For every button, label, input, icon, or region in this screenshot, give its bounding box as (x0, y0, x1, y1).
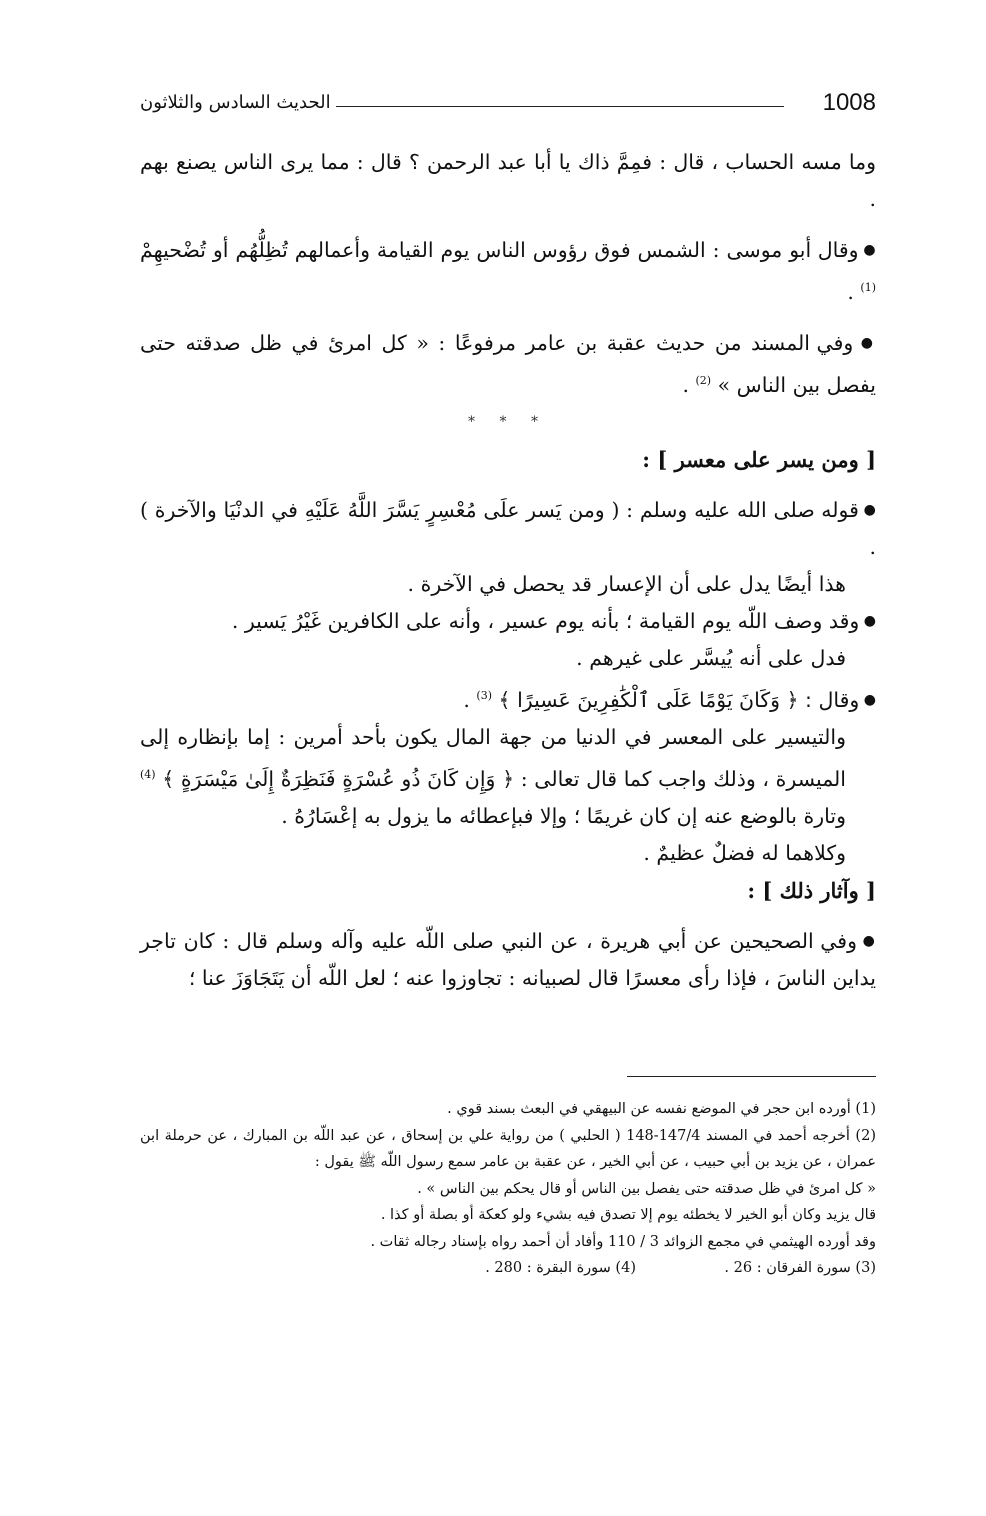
body-text (140, 144, 876, 997)
paragraph: وكلاهما له فضلٌ عظيمٌ . (643, 841, 846, 865)
page-number: 1008 (822, 89, 876, 116)
paragraph: ● وقد وصف اللّه يوم القيامة ؛ بأنه يوم عسير ، وأنه على الكافرين غَيْرُ يَسير . (140, 603, 876, 640)
section-separator: * * * (468, 414, 548, 430)
paragraph: فدل على أنه يُيسَّر على غيرهم . (576, 646, 846, 670)
paragraph: ● وقال : ﴿ وَكَانَ يَوْمًا عَلَى ٱلْكَٰفِرِينَ عَسِيرًا ﴾ $^{(3)}$ . (140, 677, 876, 719)
footnote-ref: (1) (860, 281, 876, 294)
paragraph: هذا أيضًا يدل على أن الإعسار قد يحصل في الآخرة . (407, 572, 846, 596)
footnotes (140, 1096, 876, 1282)
footnote-ref: (2) (695, 374, 712, 387)
section-heading: [ ومن يسر على معسر ] : (642, 447, 876, 472)
paragraph: ● وفي الصحيحين عن أبي هريرة ، عن النبي صلى اللّه عليه وآله وسلم قال : كان تاجر يداين الناسَ ، فإذا رأى معسرًا قال لصبيانه : تجاوزوا عنه ؛ لعل اللّه أن يَتَجَاوَزَ عنا ؛ (140, 923, 876, 997)
paragraph: والتيسير على المعسر في الدنيا من جهة المال يكون بأحد أمرين : إما بإنظاره إلى الميسرة ، وذلك واجب كما قال تعالى : ﴿ وَإِن كَانَ ذُو عُسْرَةٍ فَنَظِرَةٌ إِلَىٰ مَيْسَرَةٍ ﴾ $^{(4)}$ وتارة بالوضع عنه إن كان غريمًا ؛ وإلا فبإعطائه ما يزول به إعْسَارُهُ . (140, 725, 846, 828)
footnote: (4) سورة البقرة : 280 . (485, 1260, 636, 1276)
footnote-ref: (4) (140, 768, 156, 781)
paragraph: ● وقال أبو موسى : الشمس فوق رؤوس الناس يوم القيامة وأعمالهم تُظِلُّهُم أو تُضْحيهِمْ $^{(1)}$ . (140, 232, 876, 311)
paragraph: ● وفي المسند من حديث عقبة بن عامر مرفوعًا : « كل امرئ في ظل صدقته حتى يفصل بين الناس » $^{(2)}$ . (140, 325, 876, 404)
footnote-continued: « كل امرئ في ظل صدقته حتى يفصل بين الناس أو قال يحكم بين الناس » . (417, 1180, 876, 1197)
footnote-continued: قال يزيد وكان أبو الخير لا يخطئه يوم إلا تصدق فيه بشيء ولو كعكة أو بصلة أو كذا . (380, 1207, 876, 1223)
section-heading: [ وآثار ذلك ] : (747, 878, 876, 903)
footnote-row (140, 1255, 876, 1282)
paragraph: وما مسه الحساب ، قال : فمِمَّ ذاك يا أبا عبد الرحمن ؟ قال : مما يرى الناس يصنع بهم . (140, 150, 876, 211)
paragraph: ● قوله صلى الله عليه وسلم : ( ومن يَسر علَى مُعْسِرٍ يَسَّرَ اللَّهُ عَلَيْهِ في الدنْيَا والآخرة ) . (140, 492, 876, 566)
page-header (140, 88, 876, 122)
footnote: (1) أورده ابن حجر في الموضع نفسه عن البيهقي في البعث بسند قوي . (447, 1101, 876, 1117)
footnote: (2) أخرجه أحمد في المسند 147/4-148 ( الحلبي ) من رواية علي بن إسحاق ، عن عبد اللّه بن المبارك ، عن حرملة ابن عمران ، عن يزيد بن أبي حبيب ، عن أبي الخير ، عن عقبة بن عامر سمع رسول اللّه ﷺ يقول : (140, 1127, 876, 1170)
footnote-ref: (3) (476, 689, 493, 702)
header-rule (336, 106, 784, 107)
running-title: الحديث السادس والثلاثون (140, 92, 331, 113)
footnote-continued: وقد أورده الهيثمي في مجمع الزوائد 3 / 110 وأفاد أن أحمد رواه بإسناد رجاله ثقات . (370, 1233, 876, 1250)
footnote: (3) سورة الفرقان : 26 . (724, 1260, 876, 1276)
footnote-rule (627, 1076, 876, 1077)
